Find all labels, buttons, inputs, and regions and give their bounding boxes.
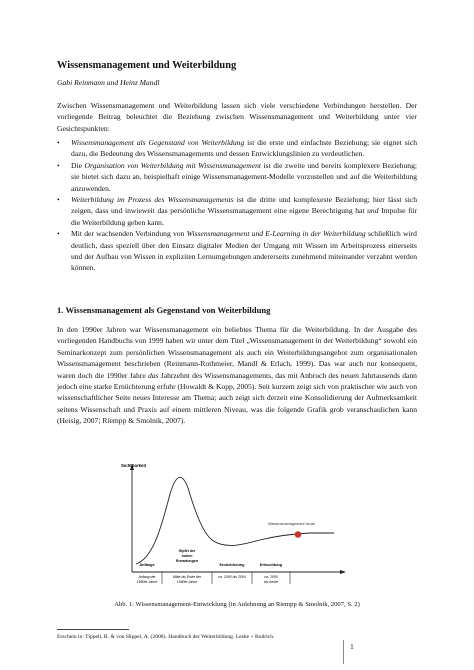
time-label-group <box>264 575 278 584</box>
hype-cycle-figure <box>120 464 348 596</box>
time-label-group <box>137 575 158 584</box>
curve-label: Wissensmanagement heute <box>268 522 316 526</box>
svg-text:1990er Jahre: 1990er Jahre <box>176 580 198 584</box>
publication-footer: Erschein in: Tippelt, R. & von Hippel, A. (2008). Handbuch der Weiterbildung. Leske + Budrich. <box>57 634 275 640</box>
svg-text:Mitte bis Ende der: Mitte bis Ende der <box>172 575 202 579</box>
intro-paragraph: Zwischen Wissensmanagement und Weiterbildung lassen sich viele verschiedene Verbindungen herstellen. Der vorliegende Beitrag beleuchtet die Beziehung zwischen Wissensmanagement und Weiterbildung unter vier Gesichtspunkten: <box>57 101 417 133</box>
paper-authors: Gabi Reinmann und Heinz Mandl <box>57 78 160 87</box>
svg-text:hohen: hohen <box>181 554 193 558</box>
figure-caption: Abb. 1: Wissensmanagement-Entwicklung (in Anlehnung an Riempp & Smolnik, 2007, S. 2) <box>114 601 360 608</box>
list-item: • Wissensmanagement als Gegenstand von Weiterbildung ist die erste und einfachste Beziehung; sie eignet sich dazu, die Bedeutung des Wissensmanagements und dessen Entwicklungslinien zu verdeutlichen. <box>57 138 417 159</box>
list-item: • Mit der wachsenden Verbindung von Wissensmanagement und E-Learning in der Weiterbildung schließlich wird deutlich, dass speziell über den Einsatz digitaler Medien der Umgang mit Wissen im Arbeitsprozess einerseits und der Aufbau von Wissen in expliziten Lernumgebungen andererseits zunehmend miteinander verzahnt werden können. <box>57 229 417 273</box>
hype-curve <box>136 477 334 564</box>
phase-label: Erleuchtung <box>259 563 283 567</box>
page-number: 1 <box>350 642 354 651</box>
svg-text:bis heute: bis heute <box>263 580 279 584</box>
svg-text:ca. 2005: ca. 2005 <box>264 575 278 579</box>
y-axis-label: Sichtbarkeit <box>121 464 147 468</box>
current-position-marker <box>295 531 302 538</box>
list-item: • Die Organisation von Weiterbildung mit Wissensmanagement ist die zweite und bereits komplexere Beziehung; sie bietet sich dazu an, beispielhaft einige Wissensmanagement-Modelle vorzustellen und auf die Weiterbildung anzuwenden. <box>57 160 417 193</box>
page-number-bar <box>343 640 344 664</box>
phase-label: Anfänge <box>139 563 155 567</box>
svg-text:1990er Jahre: 1990er Jahre <box>136 580 158 584</box>
bullet-icon: • <box>57 195 60 205</box>
svg-text:Erwartungen: Erwartungen <box>176 559 198 563</box>
bullet-icon: • <box>57 138 60 147</box>
x-axis-arrow-icon <box>340 570 346 574</box>
aspects-list <box>57 137 417 274</box>
list-item: • Weiterbildung im Prozess des Wissensmanagements ist die dritte und komplexeste Beziehung; hier lässt sich zeigen, dass und inwieweit das persönliche Wissensmanagement eine eigene Berechtigung hat und Impulse für die Weiterbildung geben kann. <box>57 195 417 227</box>
phase-label-group <box>176 549 198 563</box>
svg-text:Anfang der: Anfang der <box>138 575 156 579</box>
footnote-divider <box>57 629 129 630</box>
bullet-icon: • <box>57 229 60 239</box>
bullet-icon: • <box>57 160 60 170</box>
time-label: ca. 2000 bis 2004 <box>218 575 246 579</box>
section-paragraph: In den 1990er Jahren war Wissensmanagement ein beliebtes Thema für die Weiterbildung. In der Ausgabe des vorliegenden Handbuchs von 1999 haben wir unter dem Titel „Wissensmanagement in der Weiterbildung“ sowohl ein Seminarkonzept zum persönlichen Wissensmanagement als auch ein Weiterbildungsangebot zum organisationalen Wissensmanagement beschrieben (Reinmann-Rothmeier, Mandl & Erlach, 1999). Das war auch nur konsequent, waren doch die 1990er Jahre das Jahrzehnt des Wissensmanagements, das mit Anbruch des neuen Jahrtausends dann jedoch eine starke Ernüchterung erfuhr (Howaldt & Kopp, 2005). Seit kurzem zeigt sich von praktischer wie auch von wissenschaftlicher Seite neues Interesse am Thema; auch zeigt sich derzeit eine Konsolidierung der Aufmerksamkeit seitens Wissenschaft und Praxis auf einem mittleren Niveau, was die folgende Grafik grob veranschaulichen kann (Heisig, 2007; Riempp & Smolnik, 2007). <box>57 325 417 426</box>
section-heading: 1. Wissensmanagement als Gegenstand von Weiterbildung <box>57 305 271 315</box>
time-label-group <box>173 575 202 584</box>
phase-label: Ernüchterung <box>219 563 245 567</box>
paper-title: Wissensmanagement und Weiterbildung <box>57 60 237 71</box>
svg-text:Gipfel der: Gipfel der <box>178 549 196 553</box>
